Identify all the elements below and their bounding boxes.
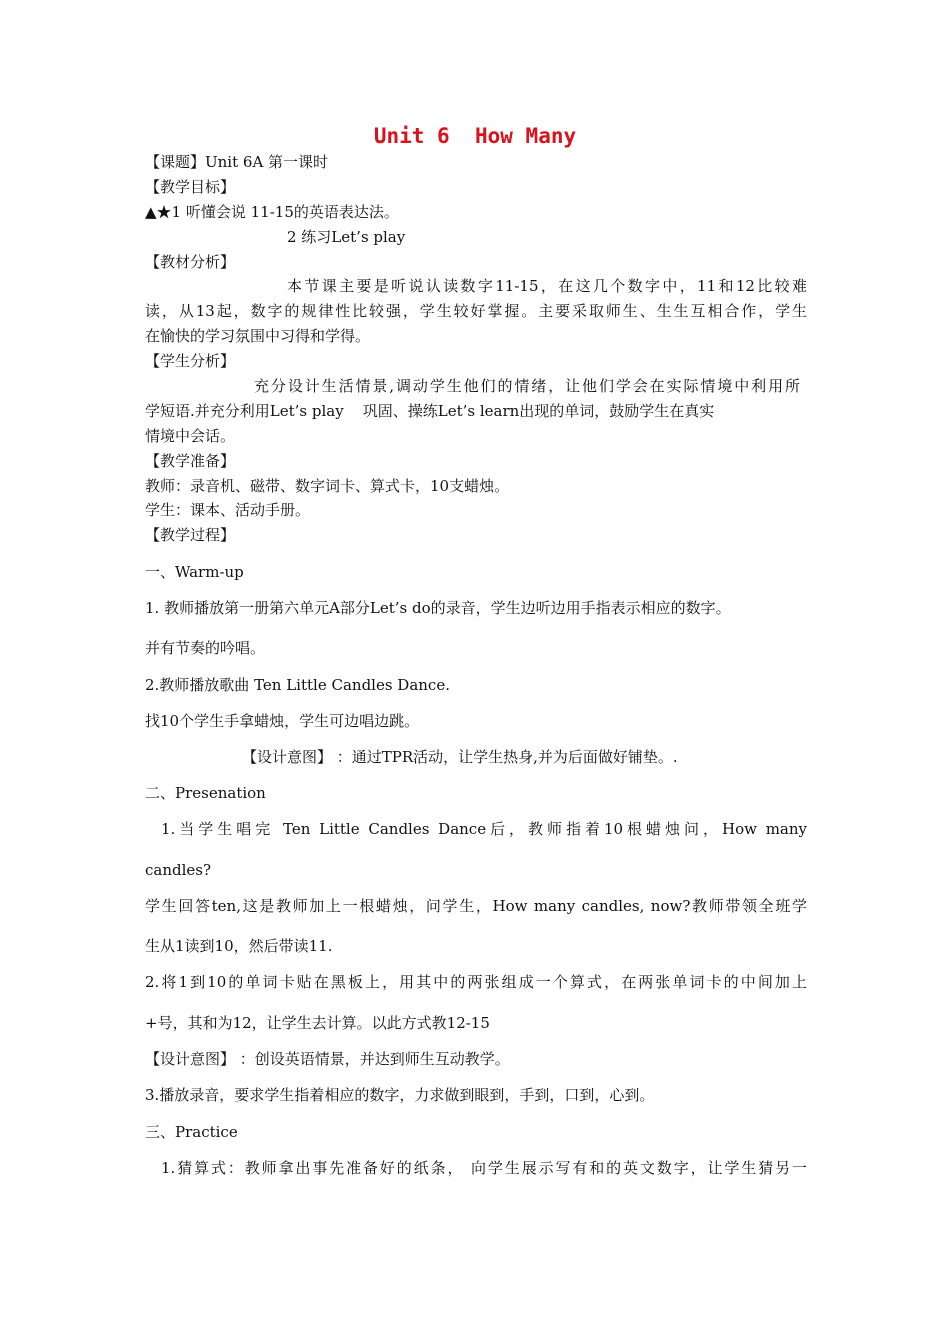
warmup-item-2: 2.教师播放歌曲 Ten Little Candles Dance.	[145, 676, 450, 694]
design-intent-2: 【设计意图】 ：创设英语情景，并达到师生互动教学。	[145, 1050, 510, 1068]
lesson-topic: 【课题】Unit 6A 第一课时	[145, 153, 329, 171]
presentation-item-2-cont: +号，其和为12，让学生去计算。以此方式教12-15	[145, 1014, 490, 1032]
student-analysis-line-1: 充分设计生活情景,调动学生他们的情绪，让他们学会在实际情境中利用所	[254, 377, 800, 395]
warmup-item-1-cont: 并有节奏的吟唱。	[145, 639, 266, 657]
material-analysis-line-2: 读，从13起，数字的规律性比较强，学生较好掌握。主要采取师生、生生互相合作，学生	[145, 302, 807, 320]
step-heading-practice: 三、Practice	[145, 1123, 238, 1141]
section-heading-process: 【教学过程】	[145, 526, 236, 544]
section-heading-objectives: 【教学目标】	[145, 178, 236, 196]
presentation-item-3: 3.播放录音，要求学生指着相应的数字，力求做到眼到，手到，口到，心到。	[145, 1086, 655, 1104]
teacher-preparation: 教师：录音机、磁带、数字词卡、算式卡，10支蜡烛。	[145, 477, 510, 495]
practice-item-1: 1.猜算式：教师拿出事先准备好的纸条， 向学生展示写有和的英文数字，让学生猜另一	[161, 1159, 807, 1177]
student-preparation: 学生：课本、活动手册。	[145, 501, 311, 519]
student-analysis-line-3: 情境中会话。	[145, 427, 236, 445]
warmup-item-2-cont: 找10个学生手拿蜡烛，学生可边唱边跳。	[145, 712, 420, 730]
presentation-item-1-cont: candles?	[145, 861, 212, 879]
presentation-item-2: 2.将1到10的单词卡贴在黑板上，用其中的两张组成一个算式，在两张单词卡的中间加上	[145, 973, 807, 991]
material-analysis-line-1: 本节课主要是听说认读数字11-15，在这几个数字中，11和12比较难	[287, 277, 807, 295]
step-heading-warmup: 一、Warm-up	[145, 563, 244, 581]
design-intent-1: 【设计意图】 ：通过TPR活动，让学生热身,并为后面做好铺垫。.	[242, 748, 678, 766]
step-heading-presentation: 二、Presenation	[145, 784, 266, 802]
material-analysis-line-3: 在愉快的学习氛围中习得和学得。	[145, 327, 371, 345]
objective-1: ▲★1 听懂会说 11-15的英语表达法。	[145, 203, 399, 221]
document-title: Unit 6 How Many	[373, 124, 577, 148]
presentation-item-1-answer-cont: 生从1读到10，然后带读11.	[145, 937, 333, 955]
section-heading-preparation: 【教学准备】	[145, 452, 236, 470]
presentation-item-1: 1.当学生唱完 Ten Little Candles Dance后，教师指着10根蜡烛问，How many	[161, 820, 807, 838]
presentation-item-1-answer: 学生回答ten,这是教师加上一根蜡烛，问学生，How many candles, now?教师带领全班学	[145, 897, 807, 915]
section-heading-material-analysis: 【教材分析】	[145, 253, 236, 271]
warmup-item-1: 1. 教师播放第一册第六单元A部分Let’s do的录音，学生边听边用手指表示相应的数字。	[145, 599, 731, 617]
student-analysis-line-2: 学短语.并充分利用Let’s play 巩固、操练Let’s learn出现的单词，鼓励学生在真实	[145, 402, 715, 420]
section-heading-student-analysis: 【学生分析】	[145, 352, 236, 370]
objective-2: 2 练习Let’s play	[287, 228, 406, 246]
